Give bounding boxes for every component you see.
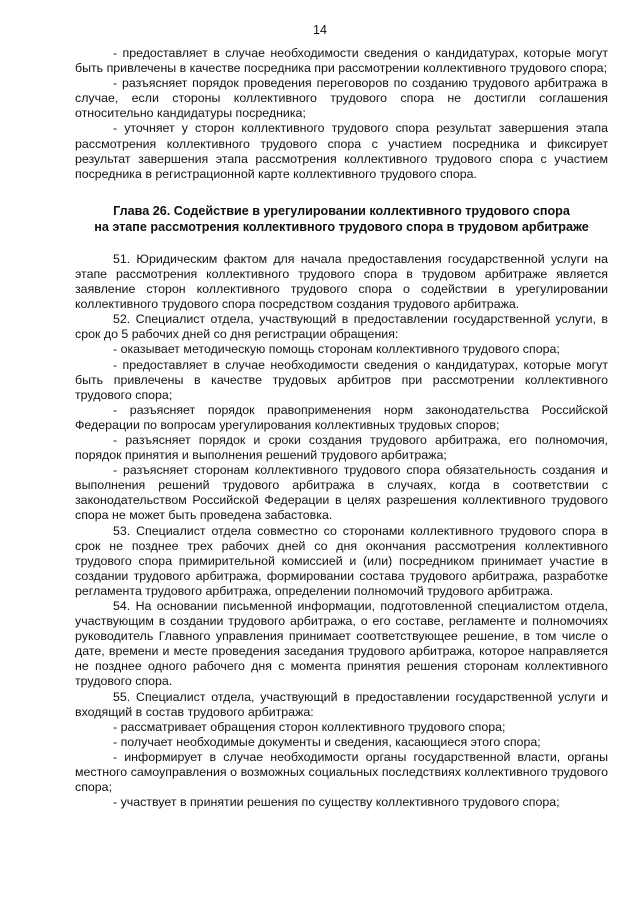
chapter-heading-line: Глава 26. Содействие в урегулировании коллективного трудового спора [113, 203, 570, 218]
paragraph: - информирует в случае необходимости органы государственной власти, органы местного самоуправления о возможных социальных последствиях коллективного трудового спора; [75, 749, 608, 795]
paragraph: - разъясняет порядок проведения переговоров по созданию трудового арбитража в случае, если стороны коллективного трудового спора не достигли соглашения относительно кандидатуры посредника; [75, 76, 608, 121]
chapter-heading [75, 203, 608, 235]
paragraph: - разъясняет порядок правоприменения норм законодательства Российской Федерации по вопросам урегулирования коллективных трудовых споров; [75, 402, 608, 432]
paragraph: - разъясняет порядок и сроки создания трудового арбитража, его полномочия, порядок принятия и выполнения решений трудового арбитража; [75, 432, 608, 463]
paragraph: - уточняет у сторон коллективного трудового спора результат завершения этапа рассмотрения коллективного трудового спора с участием посредника и фиксирует результат завершения этапа рассмотрения коллективного трудового спора с участием посредника в регистрационной карте коллективного трудового спора. [75, 121, 608, 181]
paragraph: 54. На основании письменной информации, подготовленной специалистом отдела, участвующим в создании трудового арбитража, о его составе, регламенте и полномочиях руководитель Главного управления принимает соответствующее решение, в том числе о дате, времени и месте проведения заседания трудового арбитража, которое направляется не позднее одного рабочего дня с момента принятия решения сторонам коллективного трудового спора. [75, 599, 608, 689]
paragraph: - разъясняет сторонам коллективного трудового спора обязательность создания и выполнения решений трудового арбитража в случаях, когда в соответствии с законодательством Российской Федерации в целях разрешения коллективного трудового спора не может быть проведена забастовка. [75, 463, 608, 523]
paragraph: - рассматривает обращения сторон коллективного трудового спора; [113, 719, 506, 734]
document-body [75, 46, 608, 810]
paragraph: - участвует в принятии решения по существу коллективного трудового спора; [113, 795, 560, 810]
paragraph: - предоставляет в случае необходимости сведения о кандидатурах, которые могут быть привлечены в качестве трудовых арбитров при рассмотрении коллективного трудового спора; [75, 357, 608, 402]
paragraph: 52. Специалист отдела, участвующий в предоставлении государственной услуги, в срок до 5 рабочих дней со дня регистрации обращения: [75, 312, 608, 342]
paragraph: 55. Специалист отдела, участвующий в предоставлении государственной услуги и входящий в состав трудового арбитража: [75, 689, 608, 719]
paragraph: 51. Юридическим фактом для начала предоставления государственной услуги на этапе рассмотрения коллективного трудового спора в трудовом арбитраже является заявление сторон коллективного трудового спора о содействии в урегулировании коллективного трудового спора посредством создания трудового арбитража. [75, 251, 608, 312]
paragraph: - получает необходимые документы и сведения, касающиеся этого спора; [113, 734, 541, 749]
chapter-heading-line: на этапе рассмотрения коллективного трудового спора в трудовом арбитраже [94, 219, 589, 234]
paragraph: - предоставляет в случае необходимости сведения о кандидатурах, которые могут быть привлечены в качестве посредника при рассмотрении коллективного трудового спора; [75, 46, 608, 76]
paragraph: 53. Специалист отдела совместно со сторонами коллективного трудового спора в срок не позднее трех рабочих дней со дня окончания рассмотрения коллективного трудового спора примирительной комиссией и (или) посредником принимает участие в создании трудового арбитража, формировании состава трудового арбитража, разработке регламента трудового арбитража, определении полномочий трудового арбитража. [75, 523, 608, 598]
page-number: 14 [313, 23, 327, 37]
paragraph: - оказывает методическую помощь сторонам коллективного трудового спора; [113, 342, 560, 357]
